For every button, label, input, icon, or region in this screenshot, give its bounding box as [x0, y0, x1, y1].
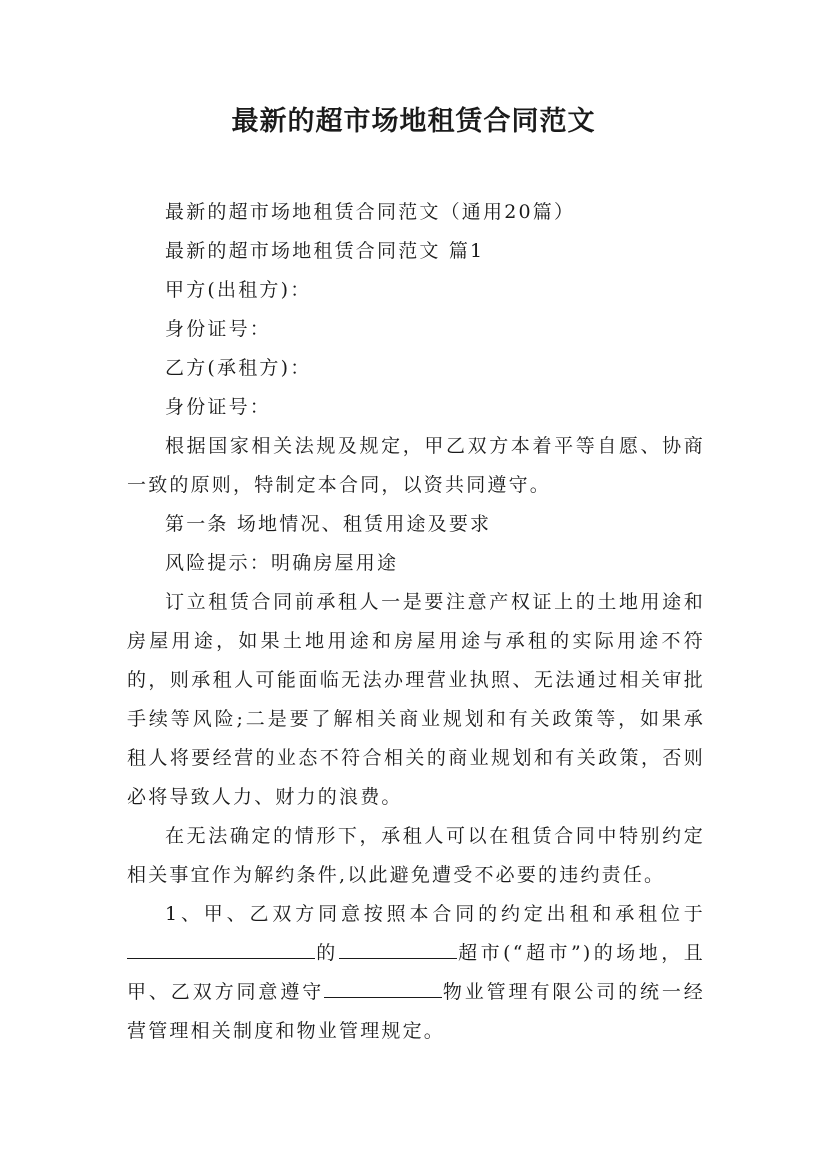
piece-heading: 最新的超市场地租赁合同范文 篇1 — [165, 240, 485, 262]
party-a-line: 甲方(出租方)： — [165, 279, 312, 301]
clause-1-text-a: 1、甲、乙双方同意按照本合同的约定出租和承租位于 — [165, 903, 705, 925]
uncertain-paragraph: 在无法确定的情形下，承租人可以在租赁合同中特别约定相关事宜作为解约条件,以此避免遭受不必要的违约责任。 — [127, 825, 705, 886]
clause-1-text-b: 的 — [315, 942, 339, 964]
risk-tip: 风险提示：明确房屋用途 — [165, 552, 399, 574]
party-a-id-line: 身份证号： — [165, 318, 272, 340]
subtitle-line: 最新的超市场地租赁合同范文（通用20篇） — [165, 201, 576, 223]
document-title: 最新的超市场地租赁合同范文 — [231, 106, 596, 137]
property-company-blank — [324, 975, 442, 998]
supermarket-name-blank — [339, 936, 457, 959]
clause-1-paragraph — [127, 895, 705, 1051]
document-body — [127, 193, 705, 1051]
clause-1-text-c: 超市(“超市”)的场地，且甲、乙双方同意遵守 — [127, 942, 705, 1003]
basis-paragraph: 根据国家相关法规及规定，甲乙双方本着平等自愿、协商一致的原则，特制定本合同，以资共同遵守。 — [127, 435, 705, 496]
party-b-line: 乙方(承租方)： — [165, 357, 312, 379]
risk-detail-paragraph: 订立租赁合同前承租人一是要注意产权证上的土地用途和房屋用途，如果土地用途和房屋用途与承租的实际用途不符的，则承租人可能面临无法办理营业执照、无法通过相关审批手续等风险;二是要了解相关商业规划和有关政策等，如果承租人将要经营的业态不符合相关的商业规划和有关政策，否则必将导致人力、财力的浪费。 — [127, 591, 705, 808]
article-1-heading: 第一条 场地情况、租赁用途及要求 — [165, 513, 492, 535]
location-blank — [127, 936, 315, 959]
clause-1-text-d: 物业管理有限公司的统一经营管理相关制度和物业管理规定。 — [127, 981, 705, 1042]
party-b-id-line: 身份证号： — [165, 396, 272, 418]
